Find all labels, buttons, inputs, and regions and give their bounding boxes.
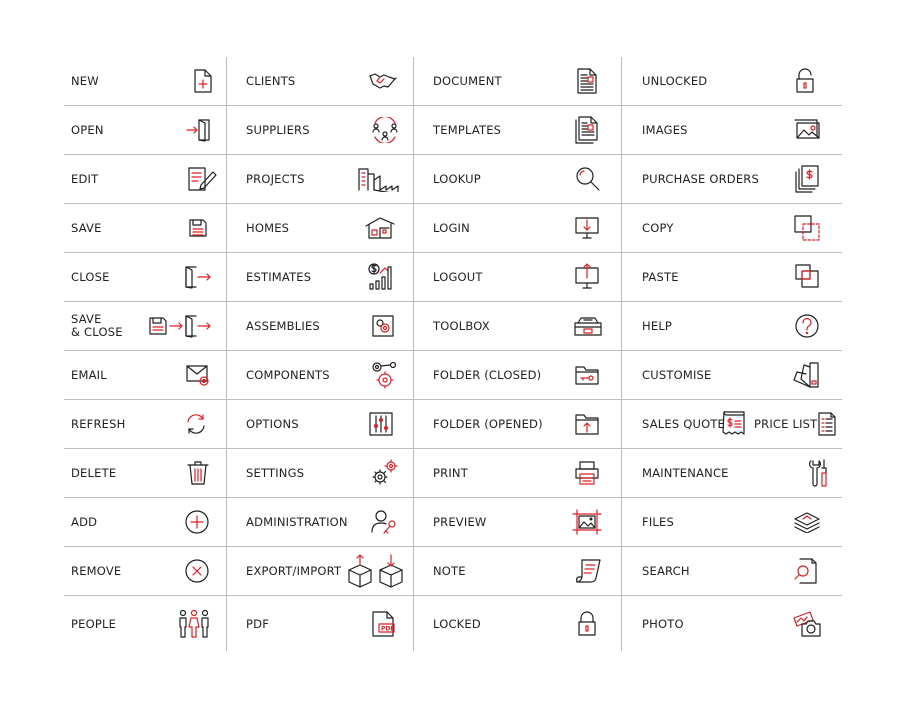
legend-item-paste bbox=[622, 253, 842, 302]
locked-icon bbox=[577, 611, 597, 637]
legend-item-delete bbox=[64, 449, 226, 498]
logout-icon bbox=[574, 263, 600, 291]
new-document-icon bbox=[193, 68, 213, 94]
item-label: LOGOUT bbox=[433, 270, 483, 284]
close-door-icon bbox=[185, 264, 213, 290]
legend-item-document bbox=[414, 57, 622, 106]
item-label: SETTINGS bbox=[246, 466, 305, 480]
templates-icon bbox=[574, 115, 600, 145]
legend-item-note bbox=[414, 547, 622, 596]
item-label: MAINTENANCE bbox=[642, 466, 729, 480]
legend-item-save bbox=[64, 204, 226, 253]
item-label: ESTIMATES bbox=[246, 270, 312, 284]
column-documents bbox=[413, 57, 622, 651]
item-label: SAVE bbox=[71, 221, 102, 235]
legend-item-open bbox=[64, 106, 226, 155]
item-label: REMOVE bbox=[71, 564, 122, 578]
legend-item-clients bbox=[227, 57, 414, 106]
legend-item-templates bbox=[414, 106, 622, 155]
legend-item-estimates bbox=[227, 253, 414, 302]
legend-item-refresh bbox=[64, 400, 226, 449]
item-label: PEOPLE bbox=[71, 616, 117, 631]
login-icon bbox=[574, 215, 600, 241]
column-misc bbox=[621, 57, 842, 651]
item-label: PASTE bbox=[642, 270, 679, 284]
item-label: SALES QUOTE bbox=[642, 417, 726, 431]
lookup-icon bbox=[575, 166, 601, 192]
legend-item-unlocked bbox=[622, 57, 842, 106]
item-label: HELP bbox=[642, 319, 673, 333]
open-door-icon bbox=[186, 117, 212, 143]
legend-item-save-close bbox=[64, 302, 226, 351]
legend-item-purchase-orders bbox=[622, 155, 842, 204]
item-label-b: PRICE LIST bbox=[754, 417, 818, 431]
images-icon bbox=[793, 118, 821, 142]
item-label: EDIT bbox=[71, 172, 99, 186]
item-label: TOOLBOX bbox=[433, 319, 490, 333]
legend-item-folder-closed bbox=[414, 351, 622, 400]
document-icon bbox=[576, 67, 598, 95]
icon-legend-grid bbox=[64, 57, 841, 651]
legend-item-maintenance bbox=[622, 449, 842, 498]
assemblies-icon bbox=[371, 314, 395, 338]
legend-item-print bbox=[414, 449, 622, 498]
legend-item-lookup bbox=[414, 155, 622, 204]
add-icon bbox=[184, 509, 210, 535]
item-label: SUPPLIERS bbox=[246, 123, 310, 137]
purchase-orders-icon bbox=[794, 164, 820, 194]
item-label: EMAIL bbox=[71, 368, 107, 382]
item-label: LOCKED bbox=[433, 616, 481, 631]
legend-item-close bbox=[64, 253, 226, 302]
legend-item-projects bbox=[227, 155, 414, 204]
legend-item-export-import bbox=[227, 547, 414, 596]
item-label: PDF bbox=[246, 616, 270, 631]
edit-icon bbox=[187, 166, 217, 192]
legend-item-homes bbox=[227, 204, 414, 253]
files-icon bbox=[793, 511, 821, 533]
legend-item-pdf bbox=[227, 596, 414, 651]
legend-item-add bbox=[64, 498, 226, 547]
email-icon bbox=[185, 363, 211, 387]
item-label-line1: SAVE bbox=[71, 312, 102, 326]
preview-icon bbox=[571, 508, 603, 536]
item-label: CUSTOMISE bbox=[642, 368, 712, 382]
legend-item-administration bbox=[227, 498, 414, 547]
legend-item-folder-opened bbox=[414, 400, 622, 449]
item-label bbox=[71, 313, 123, 339]
folder-closed-icon bbox=[574, 363, 600, 387]
customise-icon bbox=[792, 361, 822, 389]
photo-icon bbox=[792, 610, 822, 638]
help-icon bbox=[794, 313, 820, 339]
item-label: ADD bbox=[71, 515, 98, 529]
components-icon bbox=[371, 361, 399, 389]
column-file-actions bbox=[64, 57, 226, 651]
item-label: LOGIN bbox=[433, 221, 470, 235]
legend-item-login bbox=[414, 204, 622, 253]
save-close-icon bbox=[148, 313, 214, 339]
legend-item-email bbox=[64, 351, 226, 400]
people-icon bbox=[177, 609, 211, 639]
legend-item-assemblies bbox=[227, 302, 414, 351]
legend-item-toolbox bbox=[414, 302, 622, 351]
item-label: CLIENTS bbox=[246, 74, 296, 88]
pdf-icon bbox=[371, 610, 397, 638]
maintenance-icon bbox=[807, 458, 831, 488]
copy-icon bbox=[793, 214, 821, 242]
item-label: EXPORT/IMPORT bbox=[246, 564, 342, 578]
legend-item-locked bbox=[414, 596, 622, 651]
legend-item-customise bbox=[622, 351, 842, 400]
legend-item-people bbox=[64, 596, 226, 651]
item-label: SEARCH bbox=[642, 564, 690, 578]
legend-item-edit bbox=[64, 155, 226, 204]
column-entities bbox=[226, 57, 414, 651]
print-icon bbox=[574, 460, 600, 486]
paste-icon bbox=[794, 263, 822, 291]
legend-item-new bbox=[64, 57, 226, 106]
options-icon bbox=[368, 411, 394, 437]
item-label: TEMPLATES bbox=[433, 123, 502, 137]
settings-icon bbox=[371, 459, 399, 487]
price-list-icon bbox=[817, 411, 837, 437]
item-label: NOTE bbox=[433, 564, 466, 578]
legend-item-photo bbox=[622, 596, 842, 651]
folder-opened-icon bbox=[574, 411, 600, 437]
item-label: DELETE bbox=[71, 466, 117, 480]
item-label: IMAGES bbox=[642, 123, 688, 137]
projects-icon bbox=[357, 166, 399, 192]
legend-item-sales-quote bbox=[622, 400, 842, 449]
legend-item-search bbox=[622, 547, 842, 596]
legend-item-remove bbox=[64, 547, 226, 596]
item-label: LOOKUP bbox=[433, 172, 481, 186]
suppliers-icon bbox=[371, 117, 399, 143]
legend-item-components bbox=[227, 351, 414, 400]
toolbox-icon bbox=[573, 314, 603, 338]
item-label: PHOTO bbox=[642, 616, 684, 631]
item-label: DOCUMENT bbox=[433, 74, 502, 88]
item-label: FOLDER (OPENED) bbox=[433, 417, 543, 431]
item-label: ASSEMBLIES bbox=[246, 319, 320, 333]
legend-item-copy bbox=[622, 204, 842, 253]
save-icon bbox=[189, 218, 207, 238]
item-label: NEW bbox=[71, 74, 99, 88]
item-label: PRINT bbox=[433, 466, 468, 480]
item-label: FOLDER (CLOSED) bbox=[433, 368, 542, 382]
trash-icon bbox=[186, 460, 210, 486]
item-label: REFRESH bbox=[71, 417, 126, 431]
item-label-line2: & CLOSE bbox=[71, 325, 123, 339]
item-label: FILES bbox=[642, 515, 674, 529]
administration-icon bbox=[370, 508, 398, 536]
home-icon bbox=[365, 216, 395, 240]
item-label: COMPONENTS bbox=[246, 368, 330, 382]
legend-item-preview bbox=[414, 498, 622, 547]
refresh-icon bbox=[184, 412, 208, 436]
legend-item-files bbox=[622, 498, 842, 547]
item-label: UNLOCKED bbox=[642, 74, 708, 88]
legend-item-settings bbox=[227, 449, 414, 498]
remove-icon bbox=[184, 558, 210, 584]
item-label: PROJECTS bbox=[246, 172, 305, 186]
item-label: ADMINISTRATION bbox=[246, 515, 348, 529]
item-label: CLOSE bbox=[71, 270, 110, 284]
item-label: PREVIEW bbox=[433, 515, 487, 529]
item-label: OPTIONS bbox=[246, 417, 299, 431]
export-import-icon bbox=[347, 554, 405, 588]
search-document-icon bbox=[794, 557, 818, 585]
item-label: OPEN bbox=[71, 123, 104, 137]
pdf-icon-text: PDF bbox=[381, 625, 395, 632]
item-label: HOMES bbox=[246, 221, 290, 235]
legend-item-suppliers bbox=[227, 106, 414, 155]
note-icon bbox=[574, 558, 602, 584]
legend-item-images bbox=[622, 106, 842, 155]
legend-item-options bbox=[227, 400, 414, 449]
handshake-icon bbox=[369, 72, 397, 90]
sales-quote-icon bbox=[722, 410, 746, 438]
estimates-icon bbox=[367, 263, 395, 291]
item-label: PURCHASE ORDERS bbox=[642, 172, 759, 186]
item-label: COPY bbox=[642, 221, 674, 235]
unlocked-icon bbox=[795, 68, 815, 94]
legend-item-help bbox=[622, 302, 842, 351]
legend-item-logout bbox=[414, 253, 622, 302]
